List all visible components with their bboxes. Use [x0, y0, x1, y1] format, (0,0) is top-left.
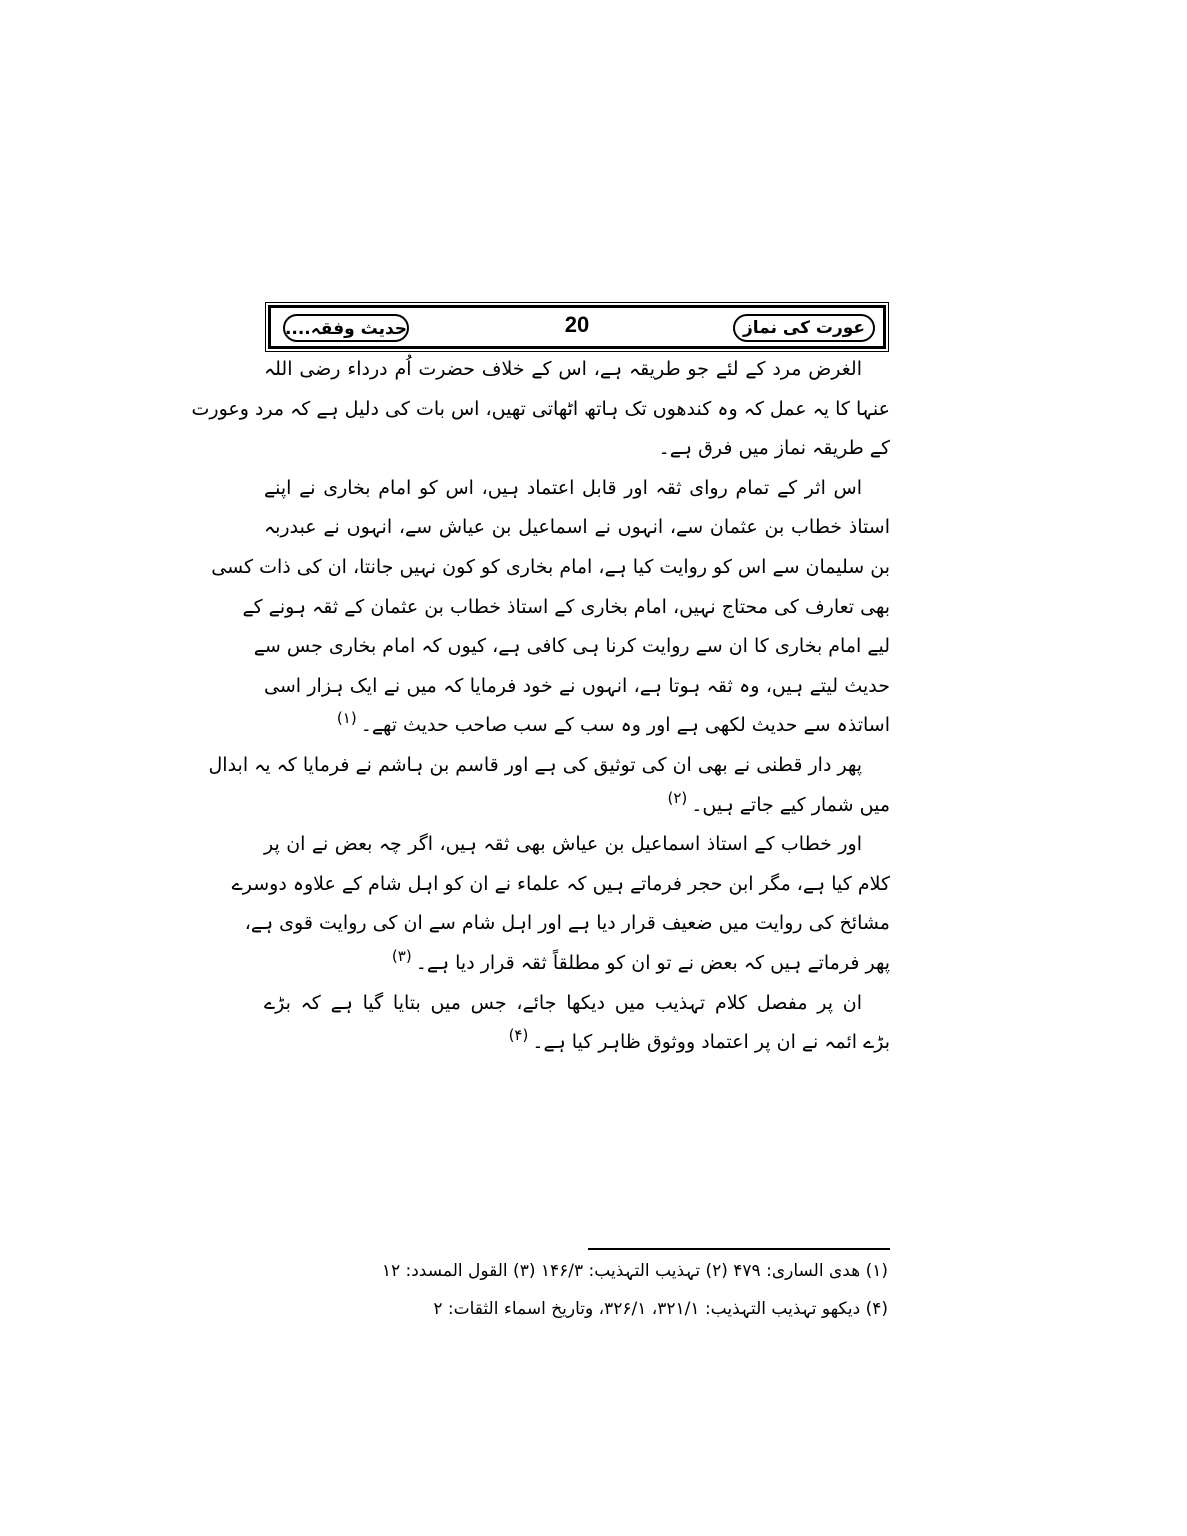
footnote-ref: (۴) — [508, 1026, 529, 1045]
page-header — [268, 305, 886, 349]
text-line — [264, 786, 890, 826]
text-line: بن سلیمان سے اس کو روایت کیا ہے، امام بخاری کو کون نہیں جانتا، ان کی ذات کسی — [211, 555, 890, 578]
text-line — [264, 944, 890, 984]
text-line: حدیث لیتے ہیں، وہ ثقہ ہوتا ہے، انہوں نے خود فرمایا کہ میں نے ایک ہزار اسی — [264, 674, 890, 697]
footnote-line: (۴) دیکھو تہذیب التہذیب: ۳۲۱/۱، ۳۲۶/۱، وتاریخ اسماء الثقات: ۲ — [433, 1299, 888, 1319]
page-number: 20 — [564, 312, 590, 337]
text-line-content: اساتذہ سے حدیث لکھی ہے اور وہ سب کے سب صاحب حدیث تھے۔ — [360, 714, 890, 737]
section-title-badge: حدیث وفقہ.... — [283, 314, 409, 342]
footnotes — [268, 1252, 888, 1328]
text-line — [264, 706, 890, 746]
text-line: عنہا کا یہ عمل کہ وہ کندھوں تک ہاتھ اٹھاتی تھیں، اس بات کی دلیل ہے کہ مرد وعورت — [191, 397, 890, 420]
text-line: ان پر مفصل کلام تہذیب میں دیکھا جائے، جس میں بتایا گیا ہے کہ بڑے — [264, 991, 862, 1014]
text-line: پھر دار قطنی نے بھی ان کی توثیق کی ہے اور قاسم بن ہاشم نے فرمایا کہ یہ ابدال — [208, 753, 862, 776]
text-line — [264, 1023, 890, 1063]
text-line: استاذ خطاب بن عثمان سے، انہوں نے اسماعیل بن عیاش سے، انہوں نے عبدربہ — [264, 516, 890, 539]
book-title-badge: عورت کی نماز — [733, 314, 875, 342]
footnote-ref: (۱) — [336, 709, 357, 728]
text-line: مشائخ کی روایت میں ضعیف قرار دیا ہے اور اہل شام سے ان کی روایت قوی ہے، — [244, 912, 890, 935]
text-line: الغرض مرد کے لئے جو طریقہ ہے، اس کے خلاف حضرت اُم درداء رضی اللہ — [264, 358, 862, 380]
text-line-content: پھر فرماتے ہیں کہ بعض نے تو ان کو مطلقاً ثقہ قرار دیا ہے۔ — [415, 951, 890, 974]
text-line: اس اثر کے تمام روای ثقہ اور قابل اعتماد ہیں، اس کو امام بخاری نے اپنے — [264, 476, 862, 499]
text-line: لیے امام بخاری کا ان سے روایت کرنا ہی کافی ہے، کیوں کہ امام بخاری جس سے — [253, 635, 890, 658]
footnote-divider — [588, 1248, 890, 1250]
text-line-content: میں شمار کیے جاتے ہیں۔ — [691, 793, 890, 816]
text-line-content: بڑے ائمہ نے ان پر اعتماد ووثوق ظاہر کیا ہے۔ — [532, 1031, 890, 1054]
footnote-ref: (۳) — [391, 946, 412, 965]
text-line: کے طریقہ نماز میں فرق ہے۔ — [658, 437, 890, 460]
body-text — [191, 350, 890, 1063]
text-line: کلام کیا ہے، مگر ابن حجر فرماتے ہیں کہ علماء نے ان کو اہل شام کے علاوہ دوسرے — [231, 872, 890, 895]
text-line: بھی تعارف کی محتاج نہیں، امام بخاری کے استاذ خطاب بن عثمان کے ثقہ ہونے کے — [242, 595, 890, 618]
text-line: اور خطاب کے استاذ اسماعیل بن عیاش بھی ثقہ ہیں، اگر چہ بعض نے ان پر — [264, 833, 862, 856]
footnote-line: (۱) ھدی الساری: ۴۷۹ (۲) تہذیب التہذیب: ۱۴۶/۳ (۳) القول المسدد: ۱۲ — [381, 1261, 888, 1281]
footnote-ref: (۲) — [667, 788, 688, 807]
